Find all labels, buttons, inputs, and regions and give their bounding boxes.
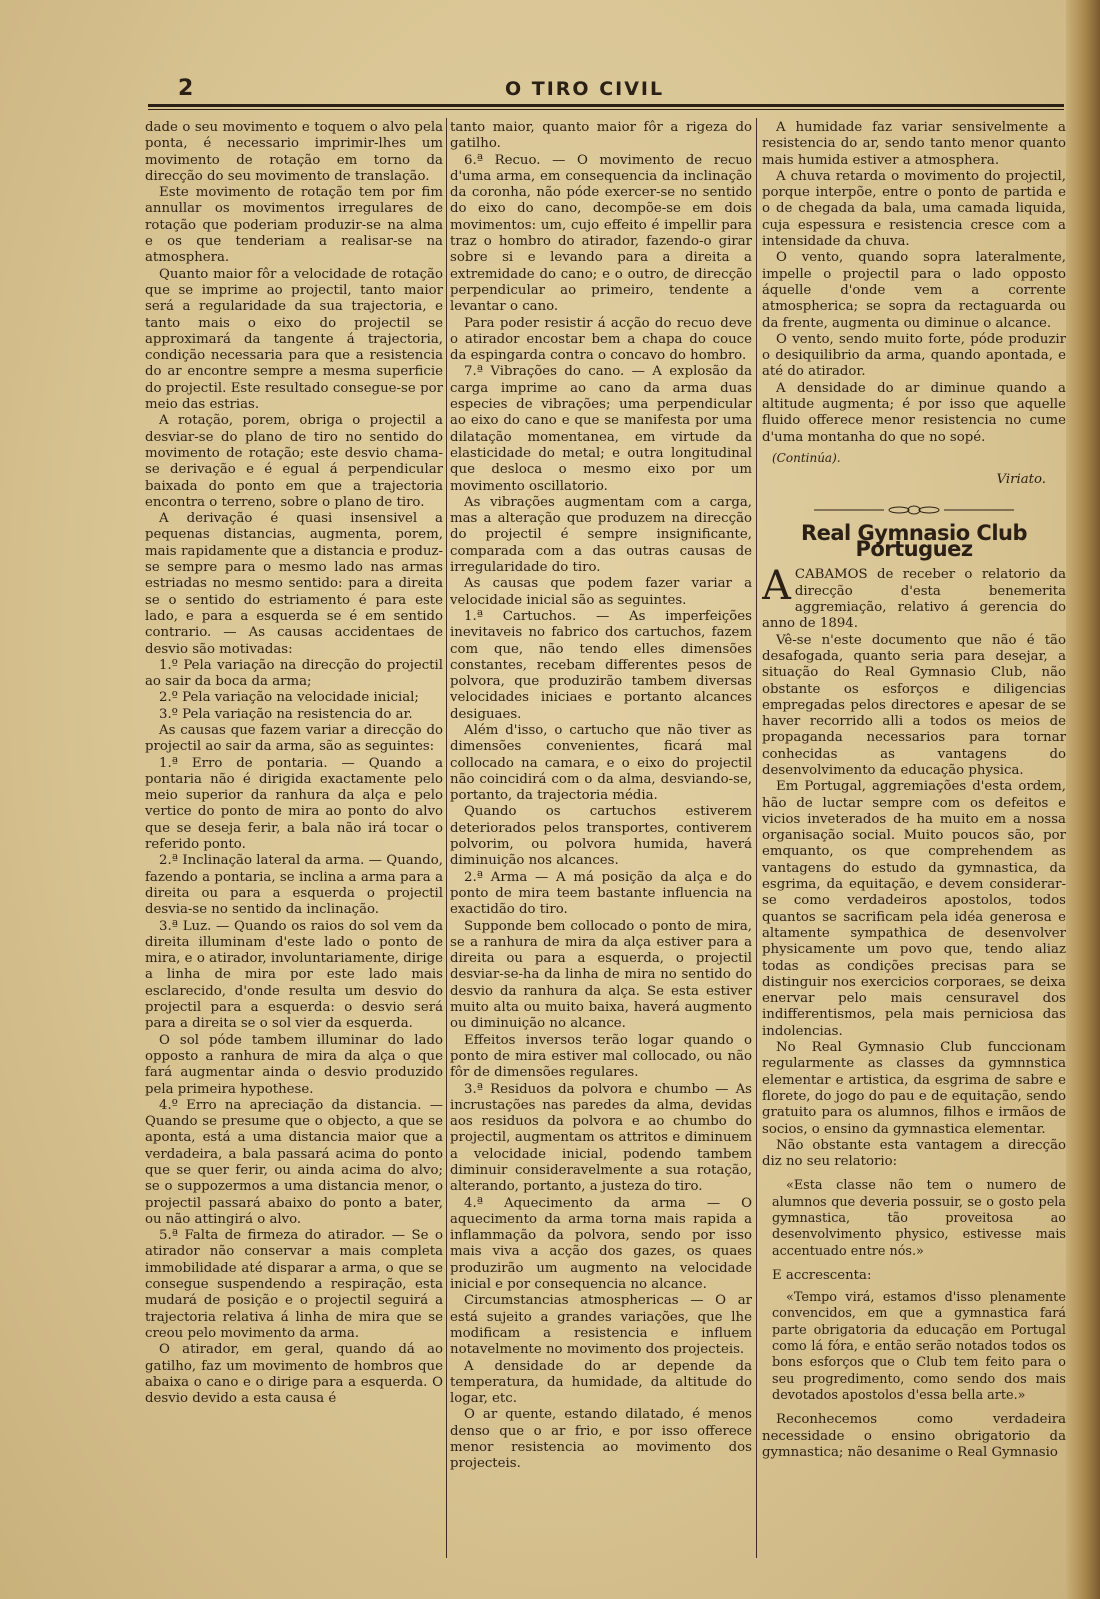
paragraph: Quando os cartuchos estiverem deteriorados pelos transportes, contiverem polvorim, ou polvora humida, haverá diminuição nos alcances. [450, 804, 752, 869]
paragraph: A chuva retarda o movimento do projectil, porque interpõe, entre o ponto de partida e o de chegada da bala, uma camada liquida, cuja espessura e resistencia cresce com a intensidade da chuva. [762, 168, 1066, 250]
column-divider [756, 118, 757, 1558]
drop-cap: A [762, 563, 791, 610]
header-rule [148, 104, 1064, 107]
page-spine [1066, 0, 1100, 1599]
paragraph: A derivação é quasi insensivel a pequenas distancias, augmenta, porem, mais rapidamente que a distancia e produz-se sempre para o mesmo lado nas armas estriadas no mesmo sentido: para a direita se o sentido do estriamento é para este lado, e para a esquerda se é em sentido contrario. — As causas accidentaes de desvio são motivadas: [145, 511, 443, 657]
paragraph: dade o seu movimento e toquem o alvo pela ponta, é necessario imprimir-lhes um movimento de rotação em torno da direcção do seu movimento de translação. [145, 120, 443, 184]
paragraph: Supponde bem collocado o ponto de mira, se a ranhura de mira da alça estiver para a direita ou para a esquerda, o projectil desviar-se-ha da linha de mira no sentido do desvio da ranhura da alça. Se esta estiver muito alta ou muito baixa, haverá augmento ou diminuição no alcance. [450, 918, 752, 1032]
paragraph: 1.º Pela variação na direcção do projectil ao sair da boca da arma; [145, 657, 443, 690]
paragraph: O ar quente, estando dilatado, é menos denso que o ar frio, e por isso offerece menor resistencia ao movimento dos projecteis. [450, 1407, 752, 1472]
paragraph: 7.ª Vibrações do cano. — A explosão da carga imprime ao cano da arma duas especies de vibrações; uma perpendicular ao eixo do cano e que se manifesta por uma dilatação momentanea, em virtude da elasticidade do metal; e outra longitudinal que desloca o mesmo eixo por um movimento oscillatorio. [450, 364, 752, 494]
paragraph: 2.º Pela variação na velocidade inicial; [159, 690, 419, 706]
paragraph: 1.ª Erro de pontaria. — Quando a pontaria não é dirigida exactamente pelo meio superior da ranhura da alça e pelo vertice do ponto de mira ao ponto do alvo que se deseja ferir, a bala não irá tocar o referido ponto. [145, 755, 443, 853]
ornament-divider-icon [814, 505, 1014, 515]
page-number: 2 [178, 76, 194, 101]
paragraph: A humidade faz variar sensivelmente a resistencia do ar, sendo tanto menor quanto mais humida estiver a atmosphera. [762, 120, 1066, 168]
paragraph: As causas que podem fazer variar a velocidade inicial são as seguintes. [450, 576, 752, 608]
paragraph: 1.ª Cartuchos. — As imperfeições inevitaveis no fabrico dos cartuchos, fazem com que, não tendo elles dimensões constantes, recebam differentes pesos de polvora, que produzirão tambem diversas velocidades iniciaes e portanto alcances desiguaes. [450, 608, 752, 722]
paragraph: O atirador, em geral, quando dá ao gatilho, faz um movimento de hombros que abaixa o cano e o dirige para a esquerda. O desvio devido a esta causa é [145, 1342, 443, 1407]
paragraph: O vento, quando sopra lateralmente, impelle o projectil para o lado opposto áquelle d'onde vem a corrente atmospherica; se sopra da rectaguarda ou da frente, augmenta ou diminue o alcance. [762, 250, 1066, 331]
column-3 [762, 120, 1066, 1580]
lead-text: CABAMOS de receber o relatorio da direcção d'esta benemerita aggremiação, relativo á gerencia do anno de 1894. [762, 567, 1066, 632]
paragraph: 4.ª Aquecimento da arma — O aquecimento da arma torna mais rapida a inflammação da polvora, sendo por isso mais viva a acção dos gazes, os quaes produzirão um augmento na velocidade inicial e por consequencia no alcance. [450, 1195, 752, 1293]
continued-note: (Continúa). [772, 450, 841, 465]
author-signature: Viriato. [996, 472, 1046, 488]
paragraph: Reconhecemos como verdadeira necessidade o ensino obrigatorio da gymnastica; não desanime o Real Gymnasio [762, 1412, 1066, 1460]
column-divider [446, 118, 447, 1558]
paragraph: Effeitos inversos terão logar quando o ponto de mira estiver mal collocado, ou não fôr de dimensões regulares. [450, 1032, 752, 1081]
paragraph: 3.ª Luz. — Quando os raios do sol vem da direita illuminam d'este lado o ponto de mira, e o atirador, involuntariamente, dirige a linha de mira por este lado mais esclarecido, d'onde resulta um desvio do projectil para a esquerda: o desvio será para a direita se o sol vier da esquerda. [145, 918, 443, 1032]
paragraph: Em Portugal, aggremiações d'esta ordem, hão de luctar sempre com os defeitos e vicios inveterados de ha muito em a nossa organisação social. Muito poucos são, por emquanto, os que comprehendem as vantagens do estudo da gymnastica, da esgrima, da equitação, e devem considerar-se como verdadeiros apostolos, todos quantos se sacrificam pela idéa generosa e altamente sympathica de desenvolver physicamente um povo que, tendo aliaz todas as condições precisas para se distinguir nos exercicios corporaes, se deixa enervar pelo mais censuravel dos indifferentismos, pela mais perniciosa das indolencias. [762, 779, 1066, 1039]
column-1 [145, 120, 443, 1580]
paragraph: Não obstante esta vantagem a direcção diz no seu relatorio: [762, 1137, 1066, 1170]
paragraph: Além d'isso, o cartucho que não tiver as dimensões convenientes, ficará mal collocado na camara, e o eixo do projectil não coincidirá com o da alma, desviando-se, portanto, da trajectoria média. [450, 722, 752, 804]
quote: «Tempo virá, estamos d'isso plenamente convencidos, em que a gymnastica fará parte obrigatoria da educação em Portugal como lá fóra, e então serão notados todos os bons esforços que o Club tem feito para o seu progredimento, como sendo dos mais devotados apostolos d'essa bella arte.» [772, 1290, 1066, 1403]
paragraph: Vê-se n'este documento que não é tão desafogada, quanto seria para desejar, a situação do Real Gymnasio Club, não obstante os esforços e diligencias empregadas pelos directores e apesar de se haver recorrido alli a todos os meios de propaganda necessarios para tornar conhecidas as vantagens do desenvolvimento da educação physica. [762, 632, 1066, 778]
paragraph: A rotação, porem, obriga o projectil a desviar-se do plano de tiro no sentido do movimento de rotação; este desvio chama-se derivação e é egual á perpendicular baixada do ponto em que a trajectoria encontra o terreno, sobre o plano de tiro. [145, 413, 443, 510]
paragraph: 3.º Pela variação na resistencia do ar. [159, 706, 413, 722]
paragraph: Quanto maior fôr a velocidade de rotação que se imprime ao projectil, tanto maior será a regularidade da sua trajectoria, e tanto mais o eixo do projectil se approximará da tangente á trajectoria, condição necessaria para que a resistencia do ar encontre sempre a mesma superficie do projectil. Este resultado consegue-se por meio das estrias. [145, 266, 443, 413]
paragraph: Este movimento de rotação tem por fim annullar os movimentos irregulares de rotação que poderiam produzir-se na alma e os que tenderiam a realisar-se na atmosphera. [145, 185, 443, 266]
paragraph: O vento, sendo muito forte, póde produzir o desiquilibrio da arma, quando apontada, e até do atirador. [762, 331, 1066, 380]
paragraph: As causas que fazem variar a direcção do projectil ao sair da arma, são as seguintes: [145, 722, 443, 755]
paragraph: A densidade do ar depende da temperatura, da humidade, da altitude do logar, etc. [450, 1358, 752, 1407]
paragraph: Para poder resistir á acção do recuo deve o atirador encostar bem a chapa do couce da espingarda contra o concavo do hombro. [450, 315, 752, 364]
paragraph: 2.ª Inclinação lateral da arma. — Quando, fazendo a pontaria, se inclina a arma para a direita ou para a esquerda o projectil desvia-se no sentido da inclinação. [145, 853, 443, 918]
paragraph: 6.ª Recuo. — O movimento de recuo d'uma arma, em consequencia da inclinação da coronha, não póde exercer-se no sentido do eixo do cano, decompõe-se em dois movimentos: um, cujo effeito é impellir para traz o hombro do atirador, fazendo-o girar sobre si e levando para a direita a extremidade do cano; e o outro, de direcção perpendicular ao primeiro, tendente a levantar o cano. [450, 152, 752, 315]
article-lead-paragraph [762, 563, 1066, 632]
paragraph: A densidade do ar diminue quando a altitude augmenta; é por isso que aquelle fluido offerece menor resistencia no cume d'uma montanha do que no sopé. [762, 380, 1066, 445]
quote: «Esta classe não tem o numero de alumnos que deveria possuir, se o gosto pela gymnastica, tão proveitosa ao desenvolvimento physico, estivesse mais accentuado entre nós.» [772, 1178, 1066, 1259]
paragraph: 4.º Erro na apreciação da distancia. — Quando se presume que o objecto, a que se aponta, está a uma distancia maior que a verdadeira, a bala passará acima do ponto que se quer ferir, ou ainda acima do alvo; se o suppozermos a uma distancia menor, o projectil passará abaixo do ponto a bater, ou não attingirá o alvo. [145, 1097, 443, 1227]
article-headline: Real Gymnasio Club Portuguez [800, 520, 1028, 562]
paragraph: 2.ª Arma — A má posição da alça e do ponto de mira teem bastante influencia na exactidão do tiro. [450, 869, 752, 918]
column-2 [450, 120, 752, 1580]
paragraph: O sol póde tambem illuminar do lado opposto a ranhura de mira da alça o que fará augmentar ainda o desvio produzido pela primeira hypothese. [145, 1032, 443, 1097]
section-ornament [762, 503, 1066, 519]
newspaper-title: O TIRO CIVIL [505, 78, 665, 100]
paragraph: 3.ª Residuos da polvora e chumbo — As incrustações nas paredes da alma, devidas aos residuos da polvora e ao chumbo do projectil, augmentam os attritos e diminuem a velocidade inicial, podendo tambem diminuir consideravelmente a sua rotação, alterando, portanto, a justeza do tiro. [450, 1081, 752, 1195]
paragraph: As vibrações augmentam com a carga, mas a alteração que produzem na direcção do projectil é sempre insignificante, comparada com a das outras causas de irregularidade do tiro. [450, 494, 752, 576]
paragraph: tanto maior, quanto maior fôr a rigeza do gatilho. [450, 120, 752, 152]
paragraph: No Real Gymnasio Club funccionam regularmente as classes da gymnnstica elementar e artistica, da esgrima de sabre e florete, do jogo do pau e de equitação, sendo gratuito para os alumnos, filhos e irmãos de socios, o ensino da gymnastica elementar. [762, 1040, 1066, 1137]
paragraph: 5.ª Falta de firmeza do atirador. — Se o atirador não conservar a mais completa immobilidade até disparar a arma, o que se consegue suspendendo a respiração, esta mudará de posição e o projectil seguirá a trajectoria relativa á linha de mira que se creou pelo movimento da arma. [145, 1228, 443, 1341]
paragraph: Circumstancias atmosphericas — O ar está sujeito a grandes variações, que lhe modificam a resistencia e influem notavelmente no movimento dos projecteis. [450, 1293, 752, 1358]
header-rule-thin [148, 109, 1064, 110]
paragraph: E accrescenta: [772, 1267, 872, 1283]
